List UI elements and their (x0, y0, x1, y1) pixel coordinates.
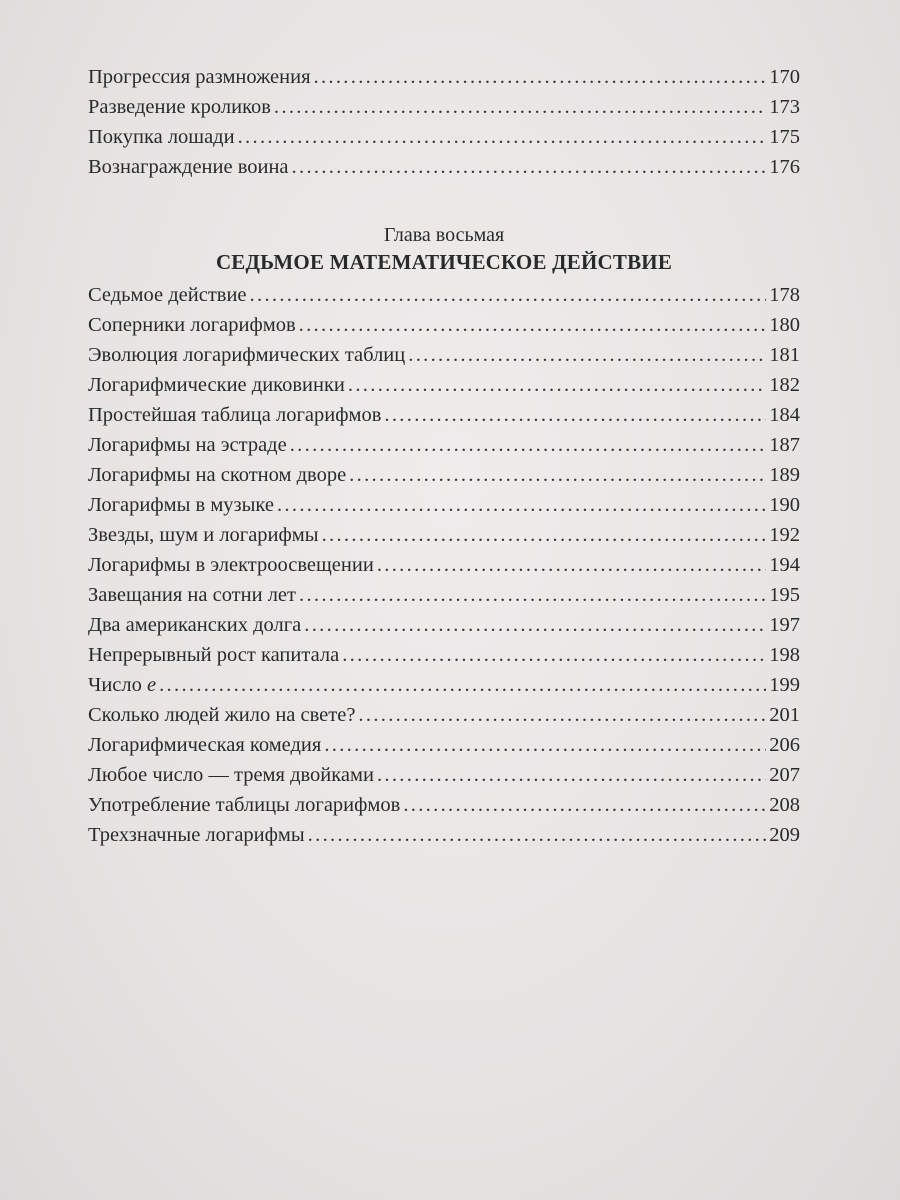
entry-page-number: 195 (769, 584, 800, 606)
dot-leader (377, 554, 766, 577)
entry-page-number: 175 (769, 126, 800, 148)
entry-page-number: 206 (769, 734, 800, 756)
dot-leader (274, 96, 766, 119)
dot-leader (299, 314, 767, 337)
toc-entry (88, 464, 800, 494)
toc-entry (88, 374, 800, 404)
entry-title (88, 126, 238, 149)
toc-entry (88, 614, 800, 644)
entry-title-text: Эволюция логарифмических таблиц (88, 344, 406, 366)
entry-page-number: 199 (769, 674, 800, 696)
entry-title (88, 66, 314, 89)
toc-entry (88, 764, 800, 794)
table-of-contents (88, 66, 800, 854)
toc-entry (88, 674, 800, 704)
toc-entry (88, 524, 800, 554)
entry-page-number: 181 (769, 344, 800, 366)
entry-page-number: 180 (769, 314, 800, 336)
toc-entry (88, 404, 800, 434)
entry-title (88, 494, 277, 517)
entry-page-number: 173 (769, 96, 800, 118)
entry-page-number: 178 (769, 284, 800, 306)
toc-entry (88, 434, 800, 464)
entry-title-text: Два американских долга (88, 614, 302, 636)
dot-leader (377, 764, 766, 787)
entry-page-number: 192 (769, 524, 800, 546)
entry-title-text: Логарифмические диковинки (88, 374, 345, 396)
chapter-title: СЕДЬМОЕ МАТЕМАТИЧЕСКОЕ ДЕЙСТВИЕ (215, 250, 673, 274)
toc-entry (88, 494, 800, 524)
entry-title-text: Непрерывный рост капитала (88, 644, 340, 666)
entry-page-number: 176 (769, 156, 800, 178)
toc-entry (88, 824, 800, 854)
entry-title-text: Любое число — тремя двойками (88, 764, 374, 786)
toc-entry (88, 156, 800, 186)
entry-page-number: 208 (769, 794, 800, 816)
entry-title-text: Разведение кроликов (88, 96, 271, 118)
entry-title (88, 554, 377, 577)
entry-title-text: Седьмое действие (88, 284, 247, 306)
entry-title (88, 764, 377, 787)
entry-title (88, 734, 324, 757)
toc-section-previous-chapter (88, 66, 800, 186)
entry-page-number: 187 (769, 434, 800, 456)
entry-page-number: 198 (769, 644, 800, 666)
dot-leader (322, 524, 767, 547)
entry-title (88, 464, 349, 487)
entry-title (88, 614, 304, 637)
entry-page-number: 182 (769, 374, 800, 396)
dot-leader (292, 156, 767, 179)
entry-title (88, 96, 274, 119)
dot-leader (314, 66, 767, 89)
dot-leader (358, 704, 766, 727)
toc-entry (88, 734, 800, 764)
entry-title (88, 284, 250, 307)
entry-title (88, 374, 348, 397)
entry-page-number: 207 (769, 764, 800, 786)
toc-entry (88, 344, 800, 374)
entry-title (88, 794, 403, 817)
entry-title-text: Звезды, шум и логарифмы (88, 524, 319, 546)
toc-entry (88, 66, 800, 96)
entry-title-text: Логарифмы на эстраде (88, 434, 287, 456)
entry-title-text: Логарифмы на скотном дворе (88, 464, 347, 486)
toc-entry (88, 794, 800, 824)
dot-leader (238, 126, 767, 149)
entry-title-text: Простейшая таблица логарифмов (88, 404, 382, 426)
dot-leader (308, 824, 767, 847)
toc-entry (88, 314, 800, 344)
entry-title (88, 704, 358, 727)
entry-page-number: 197 (769, 614, 800, 636)
entry-title-text: Сколько людей жило на свете? (88, 704, 356, 726)
entry-title (88, 344, 408, 367)
entry-title (88, 674, 159, 697)
entry-title-text: Завещания на сотни лет (88, 584, 296, 606)
toc-entry (88, 704, 800, 734)
entry-title (88, 524, 322, 547)
dot-leader (277, 494, 766, 517)
entry-title (88, 404, 384, 427)
dot-leader (384, 404, 766, 427)
entry-title-text: Число (88, 674, 142, 696)
entry-title-text: Употребление таблицы логарифмов (88, 794, 401, 816)
entry-title (88, 156, 292, 179)
entry-title (88, 434, 290, 457)
entry-title-italic: e (147, 674, 157, 696)
entry-page-number: 184 (769, 404, 800, 426)
dot-leader (348, 374, 766, 397)
entry-title (88, 584, 299, 607)
entry-title-text: Логарифмы в музыке (88, 494, 274, 516)
toc-entry (88, 284, 800, 314)
dot-leader (290, 434, 767, 457)
dot-leader (299, 584, 766, 607)
chapter-label: Глава восьмая (383, 224, 505, 246)
entry-title (88, 824, 308, 847)
entry-title-text: Прогрессия размножения (88, 66, 311, 88)
entry-page-number: 209 (769, 824, 800, 846)
toc-entry (88, 554, 800, 584)
entry-title-text: Покупка лошади (88, 126, 235, 148)
entry-page-number: 190 (769, 494, 800, 516)
entry-title-text: Трехзначные логарифмы (88, 824, 305, 846)
dot-leader (159, 674, 766, 697)
toc-entry (88, 126, 800, 156)
entry-title (88, 314, 299, 337)
chapter-heading (88, 224, 800, 282)
entry-title-text: Логарифмическая комедия (88, 734, 322, 756)
entry-page-number: 194 (769, 554, 800, 576)
entry-page-number: 189 (769, 464, 800, 486)
entry-title (88, 644, 342, 667)
dot-leader (349, 464, 766, 487)
dot-leader (342, 644, 766, 667)
entry-title-text: Вознаграждение воина (88, 156, 289, 178)
dot-leader (304, 614, 766, 637)
toc-section-chapter-eight (88, 284, 800, 854)
dot-leader (403, 794, 766, 817)
dot-leader (250, 284, 767, 307)
entry-page-number: 170 (769, 66, 800, 88)
toc-entry (88, 96, 800, 126)
toc-entry (88, 644, 800, 674)
entry-title-text: Логарифмы в электроосвещении (88, 554, 374, 576)
entry-title-text: Соперники логарифмов (88, 314, 296, 336)
entry-page-number: 201 (769, 704, 800, 726)
toc-entry (88, 584, 800, 614)
dot-leader (324, 734, 766, 757)
dot-leader (408, 344, 766, 367)
